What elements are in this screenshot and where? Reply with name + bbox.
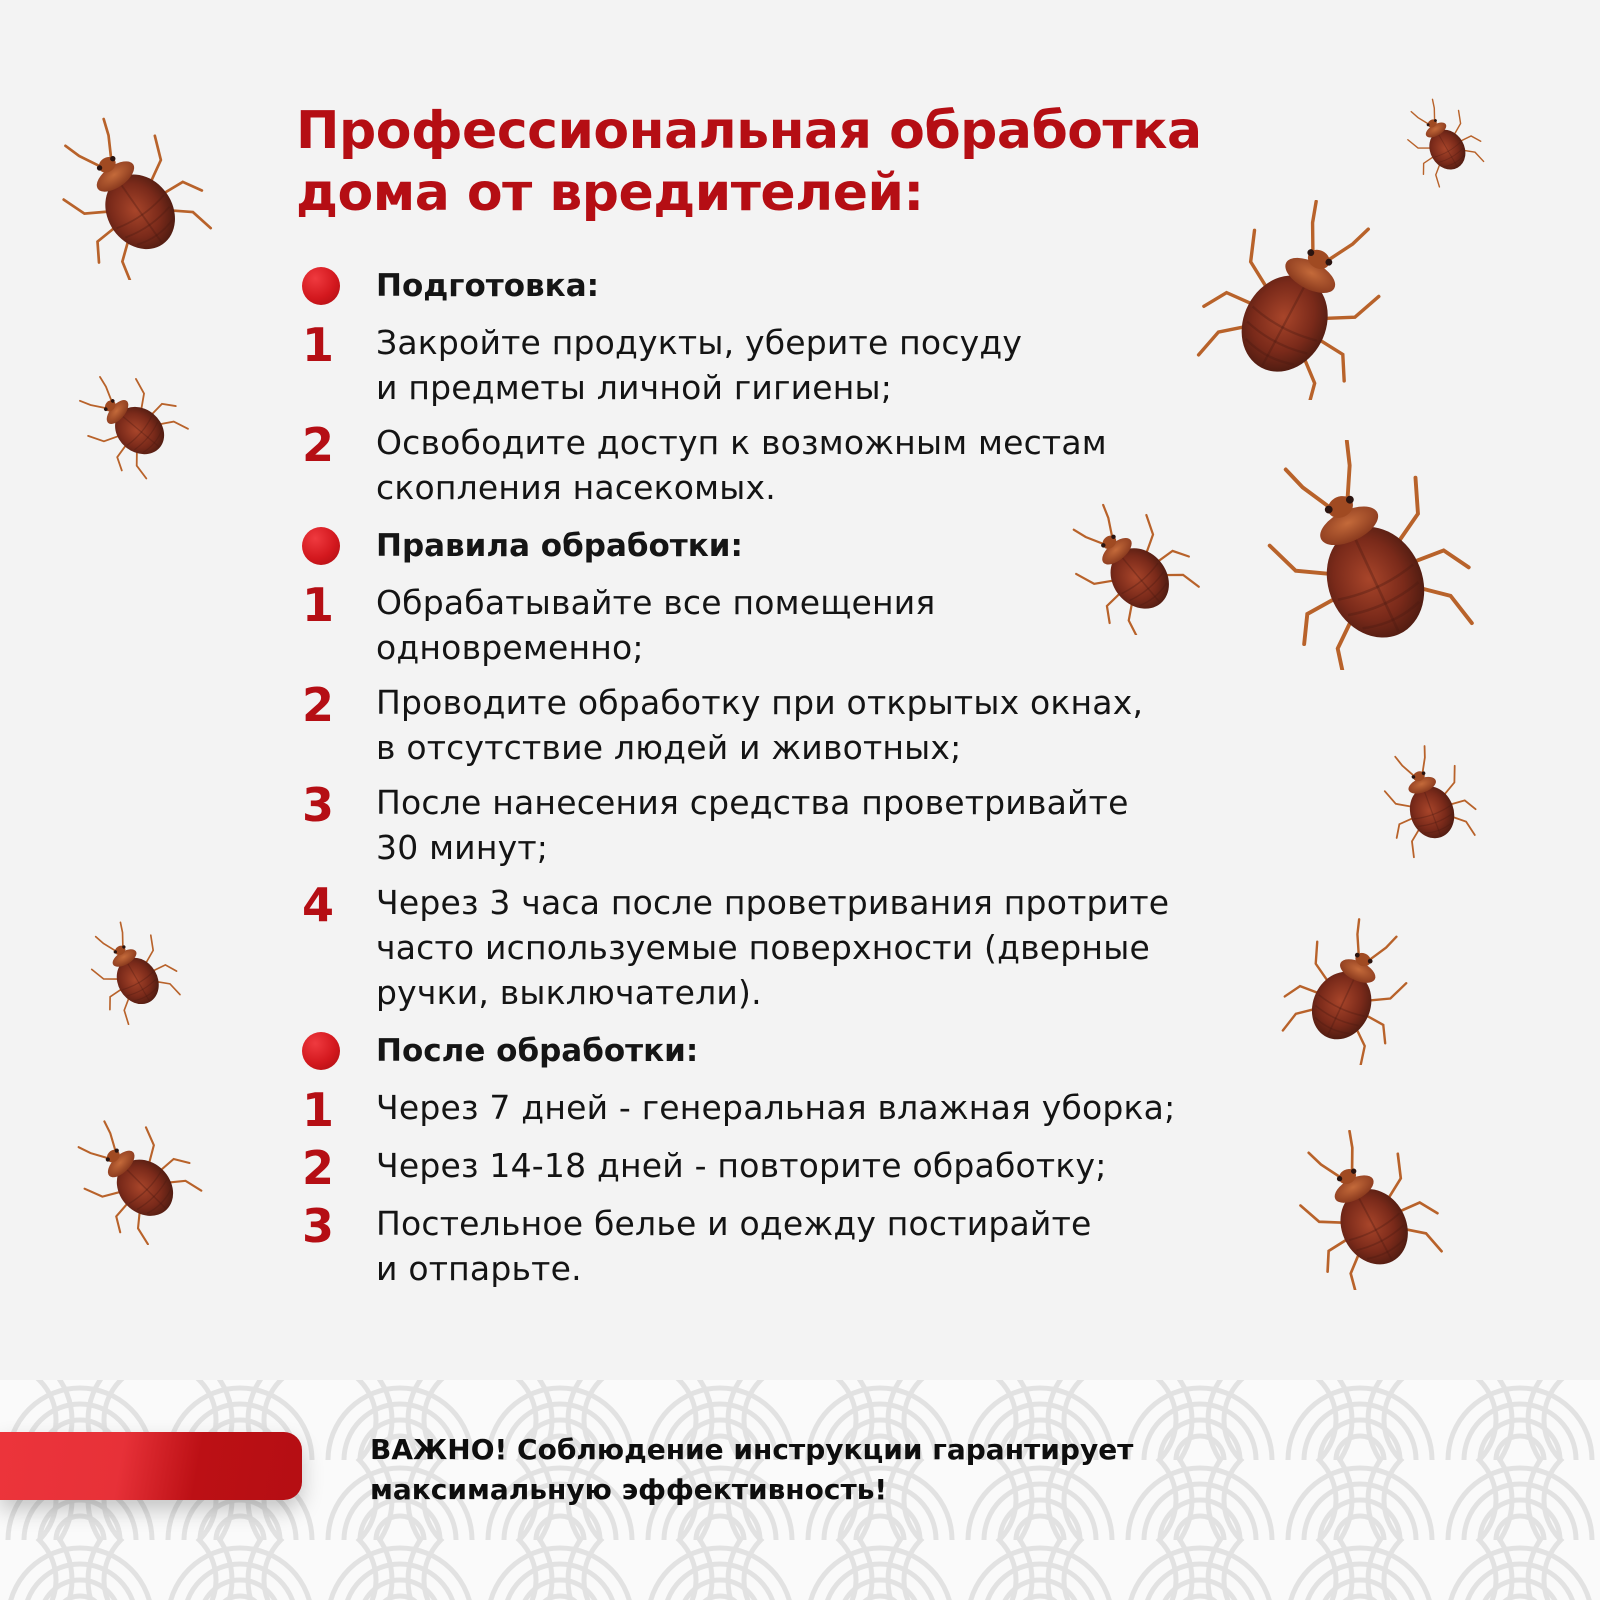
item-text-line: и отпарьте. [376,1249,582,1288]
item-text-line: Через 14-18 дней - повторите обработку; [376,1146,1107,1185]
item-text-line: Закройте продукты, уберите посуду [376,323,1023,362]
bedbug-icon [55,110,215,280]
item-text-line: скопления насекомых. [376,468,776,507]
item-text-line: Постельное белье и одежду постирайте [376,1204,1092,1243]
accent-bar [0,1432,302,1500]
list-item [300,420,1300,510]
item-text-line: в отсутствие людей и животных; [376,728,962,767]
list-item [300,1141,1300,1195]
section-label: Правила обработки: [376,528,743,564]
list-item [300,680,1300,770]
item-text-line: 30 минут; [376,828,549,867]
bedbug-icon [1395,90,1495,190]
list-item [300,580,1300,670]
item-text-line: Обрабатывайте все помещения [376,583,936,622]
item-number: 3 [302,1199,335,1253]
bullet-dot-icon [302,1032,340,1070]
list-item [300,880,1300,1015]
bullet-dot-icon [302,267,340,305]
bedbug-icon [1375,740,1485,860]
bedbug-icon [75,1105,205,1245]
item-text-line: После нанесения средства проветривайте [376,783,1129,822]
item-text-line: ручки, выключатели). [376,973,762,1012]
bedbug-icon [1285,1130,1455,1290]
item-text-line: Проводите обработку при открытых окнах, [376,683,1144,722]
item-text-line: одновременно; [376,628,644,667]
item-number: 2 [302,1141,335,1195]
item-number: 2 [302,418,335,472]
important-line-2: максимальную эффективность! [370,1473,888,1506]
instructions-list [300,262,1300,1291]
section-preparation [300,262,1300,310]
item-number: 1 [302,1083,335,1137]
item-text-line: Через 7 дней - генеральная влажная уборка; [376,1088,1176,1127]
important-line-1: ВАЖНО! Соблюдение инструкции гарантирует [370,1433,1134,1466]
item-number: 3 [302,778,335,832]
item-text-line: и предметы личной гигиены; [376,368,893,407]
item-number: 1 [302,318,335,372]
section-treatment-rules [300,522,1300,570]
item-text-line: часто используемые поверхности (дверные [376,928,1150,967]
section-label: После обработки: [376,1033,699,1069]
title-line-1: Профессиональная обработка [296,101,1202,161]
bullet-dot-icon [302,527,340,565]
important-note [370,1430,1370,1510]
item-number: 2 [302,678,335,732]
bedbug-icon [85,915,185,1025]
list-item [300,320,1300,410]
item-text-line: Через 3 часа после проветривания протрите [376,883,1170,922]
bedbug-icon [70,360,200,480]
list-item [300,780,1300,870]
list-item [300,1201,1300,1291]
section-after-treatment [300,1027,1300,1075]
item-number: 1 [302,578,335,632]
item-number: 4 [302,878,335,932]
item-text-line: Освободите доступ к возможным местам [376,423,1107,462]
page-title [296,100,1336,224]
title-line-2: дома от вредителей: [296,163,924,223]
section-label: Подготовка: [376,268,600,304]
list-item [300,1083,1300,1137]
